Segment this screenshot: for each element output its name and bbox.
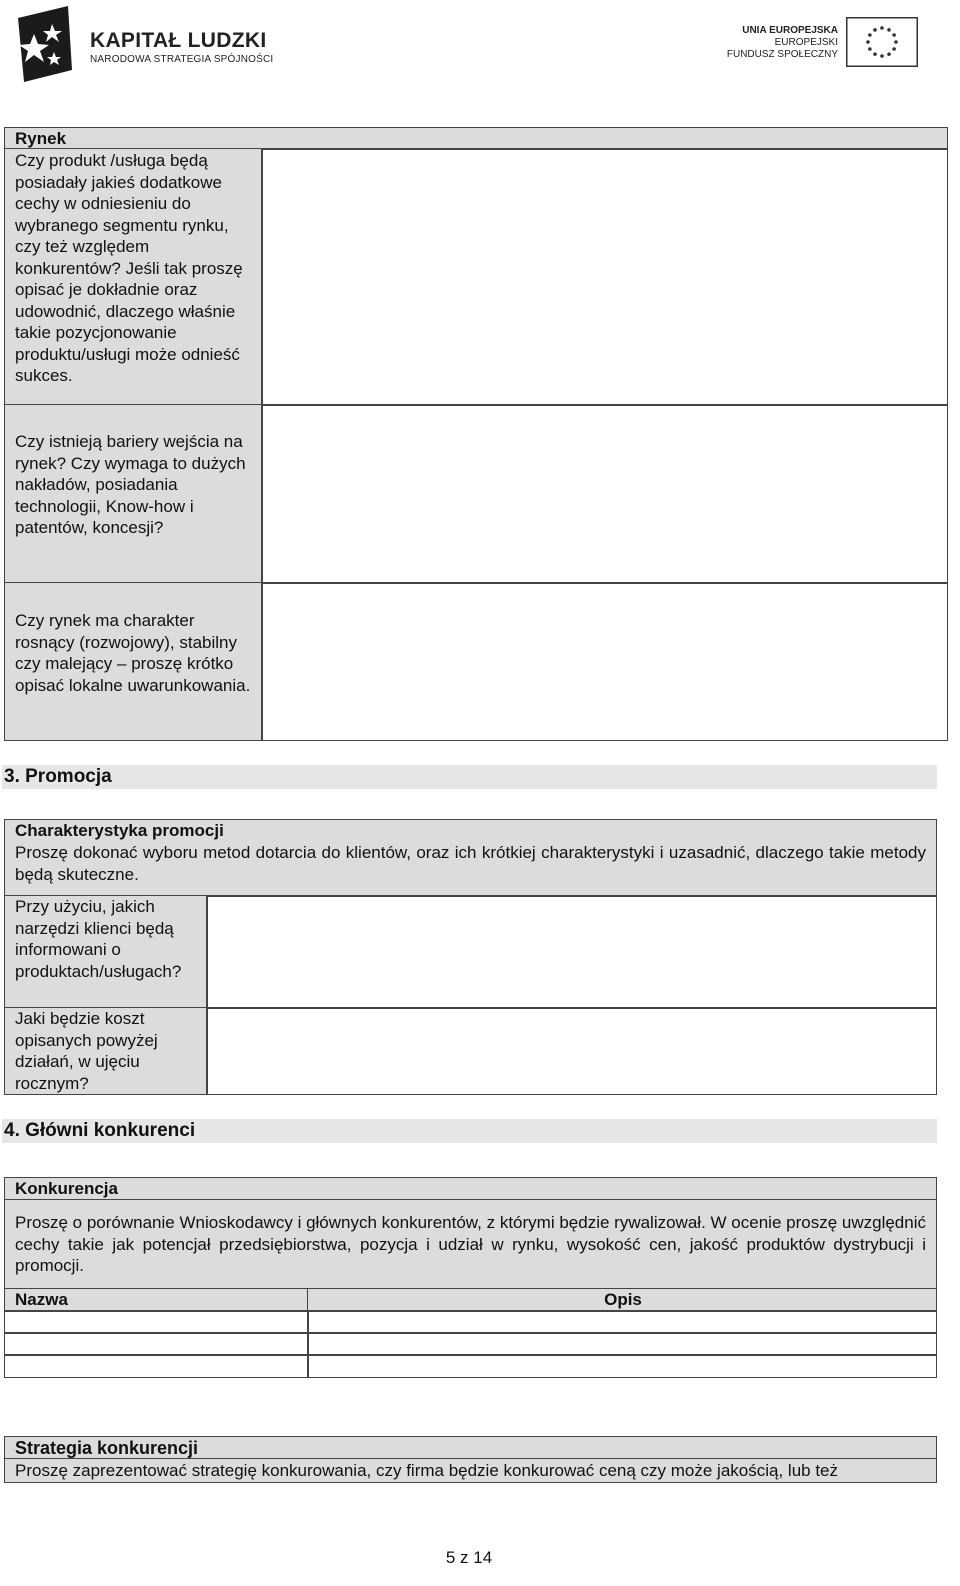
eu-star-icon <box>873 28 877 32</box>
section-promocja-heading <box>2 765 937 789</box>
eu-label-line1: UNIA EUROPEJSKA <box>742 25 838 36</box>
eu-star-icon <box>873 52 877 56</box>
eu-star-icon <box>887 52 891 56</box>
promocja-header-cell <box>4 819 937 897</box>
konkurencja-col-nazwa <box>4 1288 309 1312</box>
eu-star-icon <box>894 40 898 44</box>
eu-label-line2: EUROPEJSKI <box>774 37 838 48</box>
eu-star-icon <box>866 40 870 44</box>
rynek-q2-text: Czy istnieją bariery wejścia na rynek? Czy wymaga to dużych nakładów, posiadania technologii, Know-how i patentów, koncesji? <box>15 432 246 537</box>
konkurencja-row-2-nazwa[interactable] <box>4 1332 309 1356</box>
strategia-desc-row <box>4 1458 937 1483</box>
konkurencja-desc: Proszę o porównanie Wnioskodawcy i głównych konkurentów, z którymi będzie rywalizował. W ocenie proszę uwzględnić cechy takie jak potencjał przedsiębiorstwa, pozycja i udział w rynku, wysokość cen, jakość produktów dystrybucji i promocji. <box>15 1213 926 1275</box>
konkurencja-row-2-opis[interactable] <box>307 1332 937 1356</box>
konkurencja-row-3-opis[interactable] <box>307 1354 937 1378</box>
rynek-q3-text: Czy rynek ma charakter rosnący (rozwojowy), stabilny czy malejący – proszę krótko opisać lokalne uwarunkowania. <box>15 611 251 695</box>
promocja-question-1 <box>4 895 208 1009</box>
rynek-answer-3[interactable] <box>261 582 948 741</box>
rynek-question-1 <box>4 148 263 406</box>
rynek-answer-1[interactable] <box>261 148 948 406</box>
strategia-desc: Proszę zaprezentować strategię konkurowania, czy firma będzie konkurować ceną czy może jakością, lub też <box>15 1461 838 1480</box>
konkurencja-row-3-nazwa[interactable] <box>4 1354 309 1378</box>
konkurencja-title: Konkurencja <box>15 1179 118 1198</box>
eu-star-icon <box>868 47 872 51</box>
page-number: 5 z 14 <box>445 1548 493 1567</box>
eu-star-icon <box>892 47 896 51</box>
konkurencja-desc-row <box>4 1199 937 1290</box>
eu-star-icon <box>868 33 872 37</box>
konkurencja-title-row <box>4 1177 937 1201</box>
konkurencja-col-nazwa-label: Nazwa <box>15 1290 68 1309</box>
konkurencja-row-1-opis[interactable] <box>307 1310 937 1334</box>
promocja-answer-2[interactable] <box>206 1007 937 1095</box>
eu-label-line3: FUNDUSZ SPOŁECZNY <box>726 49 838 60</box>
eu-flag-icon <box>846 17 918 67</box>
rynek-answer-2[interactable] <box>261 404 948 584</box>
promocja-answer-1[interactable] <box>206 895 937 1009</box>
eu-star-icon <box>887 28 891 32</box>
section-promocja-title: 3. Promocja <box>4 766 112 787</box>
kapital-ludzki-title: KAPITAŁ LUDZKI <box>90 29 267 52</box>
section-konkurenci-heading <box>2 1119 937 1143</box>
rynek-header-row <box>4 127 948 150</box>
eu-star-icon <box>880 54 884 58</box>
section-konkurenci-title: 4. Główni konkurenci <box>4 1120 196 1141</box>
promocja-desc: Proszę dokonać wyboru metod dotarcia do klientów, oraz ich krótkiej charakterystyki i uzasadnić, dlaczego takie metody będą skuteczne. <box>15 843 926 884</box>
konkurencja-row-1-nazwa[interactable] <box>4 1310 309 1334</box>
konkurencja-col-opis <box>307 1288 937 1312</box>
konkurencja-col-opis-label: Opis <box>604 1290 642 1309</box>
strategia-title-row <box>4 1436 937 1460</box>
rynek-q1-text: Czy produkt /usługa będą posiadały jakieś dodatkowe cechy w odniesieniu do wybranego segmentu rynku, czy też względem konkurentów? Jeśli tak proszę opisać je dokładnie oraz udowodnić, dlaczego właśnie takie pozycjonowanie produktu/usługi może odnieść sukces. <box>15 151 243 385</box>
promocja-q2-text: Jaki będzie koszt opisanych powyżej działań, w ujęciu rocznym? <box>15 1009 158 1093</box>
eu-star-icon <box>892 33 896 37</box>
rynek-title: Rynek <box>15 129 67 148</box>
promocja-question-2 <box>4 1007 208 1095</box>
rynek-question-2 <box>4 404 263 584</box>
eu-star-icon <box>880 26 884 30</box>
header <box>0 0 960 100</box>
rynek-question-3 <box>4 582 263 741</box>
kapital-ludzki-subtitle: NARODOWA STRATEGIA SPÓJNOŚCI <box>90 54 274 65</box>
kapital-ludzki-logo-icon <box>16 4 74 84</box>
promocja-q1-text: Przy użyciu, jakich narzędzi klienci będą informowani o produktach/usługach? <box>15 897 182 981</box>
promocja-title: Charakterystyka promocji <box>15 821 224 840</box>
strategia-title: Strategia konkurencji <box>15 1438 199 1458</box>
